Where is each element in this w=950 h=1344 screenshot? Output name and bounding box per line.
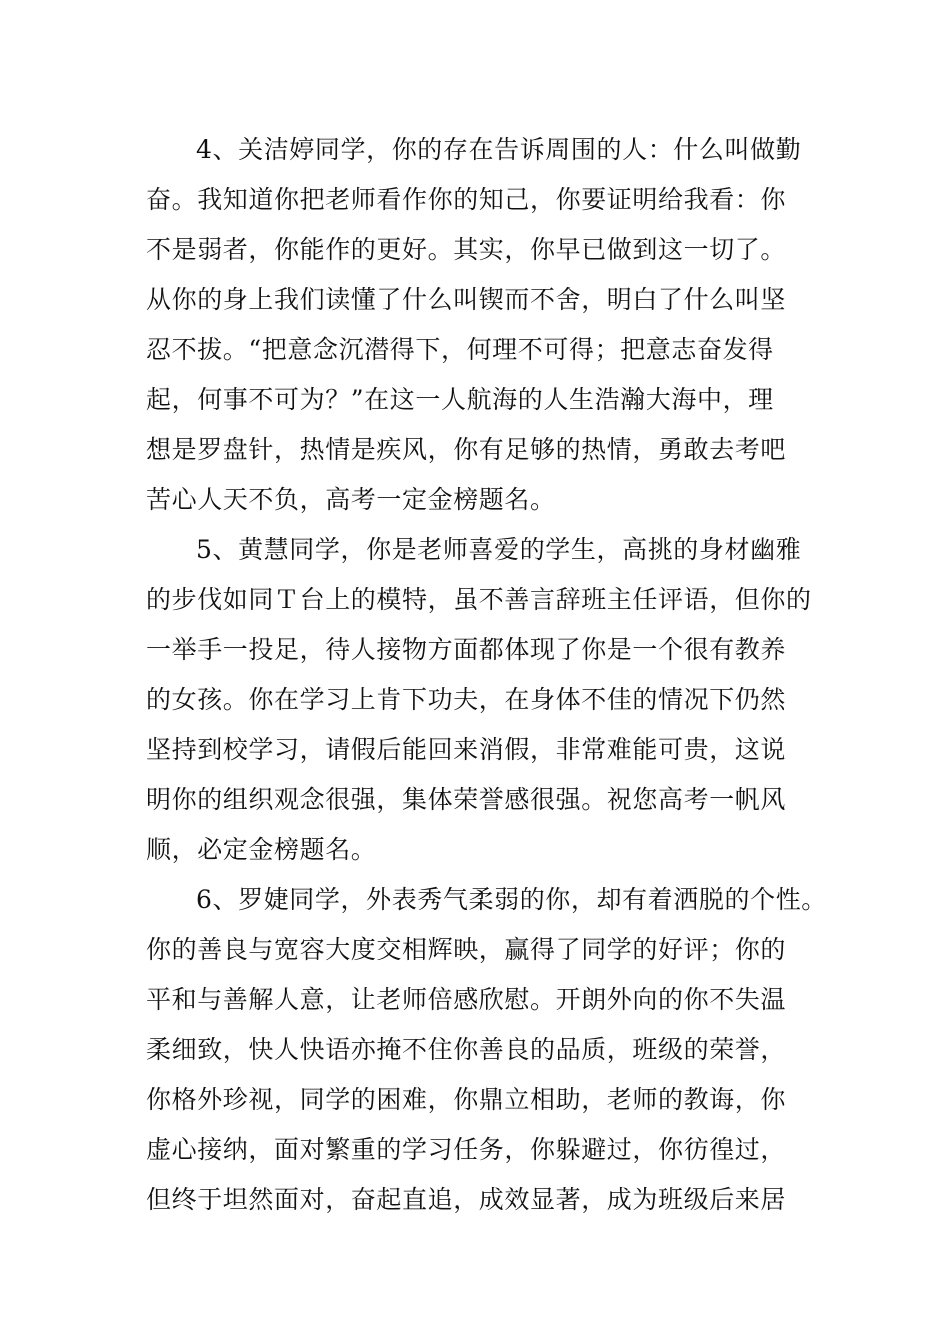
paragraph-6-line-7: 但终于坦然面对，奋起直追，成效显著，成为班级后来居 xyxy=(146,1185,787,1214)
paragraph-4-line-4: 从你的身上我们读懂了什么叫锲而不舍，明白了什么叫坚 xyxy=(146,285,787,314)
paragraph-4-line-5: 忍不拔。“把意念沉潜得下，何理不可得；把意志奋发得 xyxy=(146,335,774,364)
paragraph-5-line-5: 坚持到校学习，请假后能回来消假，非常难能可贵，这说 xyxy=(146,735,787,764)
paragraph-5-line-6: 明你的组织观念很强，集体荣誉感很强。祝您高考一帆风 xyxy=(146,785,787,814)
paragraph-6-line-1: 6、罗婕同学，外表秀气柔弱的你，却有着洒脱的个性。 xyxy=(196,885,827,914)
paragraph-4-line-2: 奋。我知道你把老师看作你的知己，你要证明给我看：你 xyxy=(146,185,787,214)
paragraph-4-line-3: 不是弱者，你能作的更好。其实，你早已做到这一切了。 xyxy=(146,235,787,264)
paragraph-4-line-6: 起，何事不可为？”在这一人航海的人生浩瀚大海中，理 xyxy=(146,385,774,414)
paragraph-6-line-6: 虚心接纳，面对繁重的学习任务，你躲避过，你彷徨过， xyxy=(146,1135,787,1164)
paragraph-4-line-7: 想是罗盘针，热情是疾风，你有足够的热情，勇敢去考吧 xyxy=(146,435,787,464)
paragraph-6-line-4: 柔细致，快人快语亦掩不住你善良的品质，班级的荣誉， xyxy=(146,1035,787,1064)
paragraph-4-line-1: 4、关洁婷同学，你的存在告诉周围的人：什么叫做勤 xyxy=(196,135,802,164)
paragraph-5-line-2: 的步伐如同Ｔ台上的模特，虽不善言辞班主任评语，但你的 xyxy=(146,585,812,614)
paragraph-6-line-2: 你的善良与宽容大度交相辉映，赢得了同学的好评；你的 xyxy=(146,935,787,964)
paragraph-5-line-7: 顺，必定金榜题名。 xyxy=(146,835,377,864)
paragraph-5-line-3: 一举手一投足，待人接物方面都体现了你是一个很有教养 xyxy=(146,635,787,664)
paragraph-5-line-1: 5、黄慧同学，你是老师喜爱的学生，高挑的身材幽雅 xyxy=(196,535,802,564)
paragraph-5-line-4: 的女孩。你在学习上肯下功夫，在身体不佳的情况下仍然 xyxy=(146,685,787,714)
paragraph-6-line-3: 平和与善解人意，让老师倍感欣慰。开朗外向的你不失温 xyxy=(146,985,787,1014)
paragraph-4-line-8: 苦心人天不负，高考一定金榜题名。 xyxy=(146,485,556,514)
paragraph-6-line-5: 你格外珍视，同学的困难，你鼎立相助，老师的教诲，你 xyxy=(146,1085,787,1114)
